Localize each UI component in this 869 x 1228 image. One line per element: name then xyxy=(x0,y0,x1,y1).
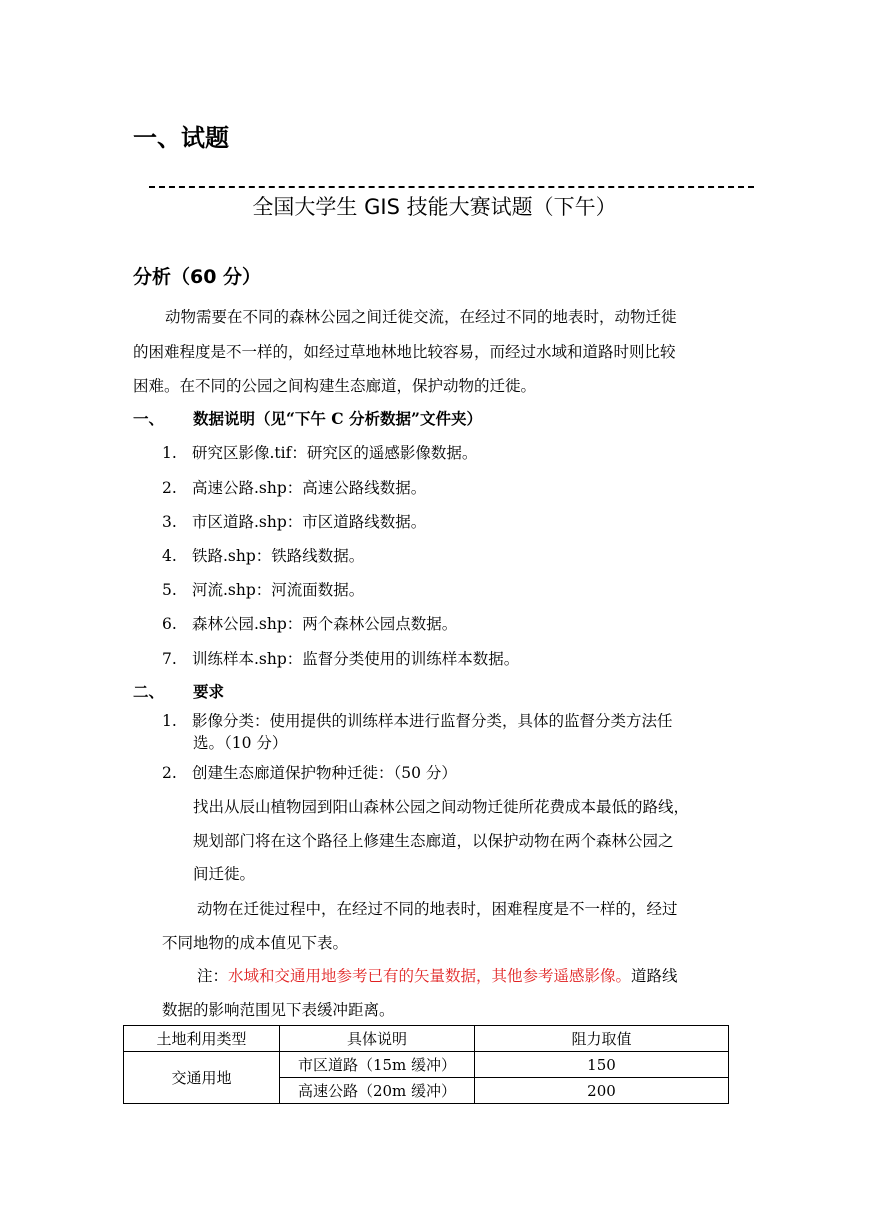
note-highlight: 水域和交通用地参考已有的矢量数据，其他参考遥感影像。 xyxy=(228,967,632,985)
req2-p2-line-1: 动物在迁徙过程中，在经过不同的地表时，困难程度是不一样的，经过 xyxy=(197,900,678,918)
req2-title: 2. 创建生态廊道保护物种迁徙：（50 分） xyxy=(162,764,457,782)
data-section-title: 数据说明（见“下午 C 分析数据”文件夹） xyxy=(193,409,482,428)
table-header-cell: 土地利用类型 xyxy=(124,1026,280,1052)
main-heading: 一、试题 xyxy=(133,124,229,152)
table-header-cell: 具体说明 xyxy=(280,1026,475,1052)
table-cell: 200 xyxy=(475,1078,729,1104)
table-group-cell: 交通用地 xyxy=(124,1052,280,1104)
req-section-title: 要求 xyxy=(193,682,225,701)
req2-note-line-2: 数据的影响范围见下表缓冲距离。 xyxy=(162,1001,395,1019)
table-cell: 高速公路（20m 缓冲） xyxy=(280,1078,475,1104)
req2-note-line-1: 注：水域和交通用地参考已有的矢量数据，其他参考遥感影像。道路线 xyxy=(197,967,678,985)
resistance-table xyxy=(123,1025,729,1104)
intro-line-3: 困难。在不同的公园之间构建生态廊道，保护动物的迁徙。 xyxy=(133,377,537,395)
list-item: 4. 铁路.shp：铁路线数据。 xyxy=(162,547,365,565)
intro-line-2: 的困难程度是不一样的，如经过草地林地比较容易，而经过水域和道路时则比较 xyxy=(133,343,676,361)
list-item: 7. 训练样本.shp：监督分类使用的训练样本数据。 xyxy=(162,650,520,668)
data-section-number: 一、 xyxy=(133,409,165,428)
table-header-cell: 阻力取值 xyxy=(475,1026,729,1052)
list-item: 6. 森林公园.shp：两个森林公园点数据。 xyxy=(162,615,458,633)
req-section-number: 二、 xyxy=(133,682,165,701)
list-item: 3. 市区道路.shp：市区道路线数据。 xyxy=(162,513,427,531)
table-row xyxy=(124,1052,729,1078)
table-header-row xyxy=(124,1026,729,1052)
table-cell: 150 xyxy=(475,1052,729,1078)
req2-p1-line-1: 找出从辰山植物园到阳山森林公园之间动物迁徙所花费成本最低的路线， xyxy=(193,798,690,816)
req1-line-1: 1. 影像分类：使用提供的训练样本进行监督分类，具体的监督分类方法任 xyxy=(162,712,673,730)
intro-line-1: 动物需要在不同的森林公园之间迁徙交流，在经过不同的地表时，动物迁徙 xyxy=(165,308,677,326)
exam-title: 全国大学生 GIS 技能大赛试题（下午） xyxy=(252,195,617,219)
req2-p1-line-3: 间迁徙。 xyxy=(193,865,256,883)
list-item: 1. 研究区影像.tif：研究区的遥感影像数据。 xyxy=(162,444,478,462)
req1-line-2: 选。（10 分） xyxy=(193,734,288,752)
section-title: 分析（60 分） xyxy=(133,266,262,288)
dashed-divider xyxy=(149,186,754,188)
req2-p2-line-2: 不同地物的成本值见下表。 xyxy=(162,934,349,952)
table-cell: 市区道路（15m 缓冲） xyxy=(280,1052,475,1078)
req2-p1-line-2: 规划部门将在这个路径上修建生态廊道，以保护动物在两个森林公园之 xyxy=(193,832,674,850)
list-item: 5. 河流.shp：河流面数据。 xyxy=(162,581,365,599)
list-item: 2. 高速公路.shp：高速公路线数据。 xyxy=(162,479,427,497)
